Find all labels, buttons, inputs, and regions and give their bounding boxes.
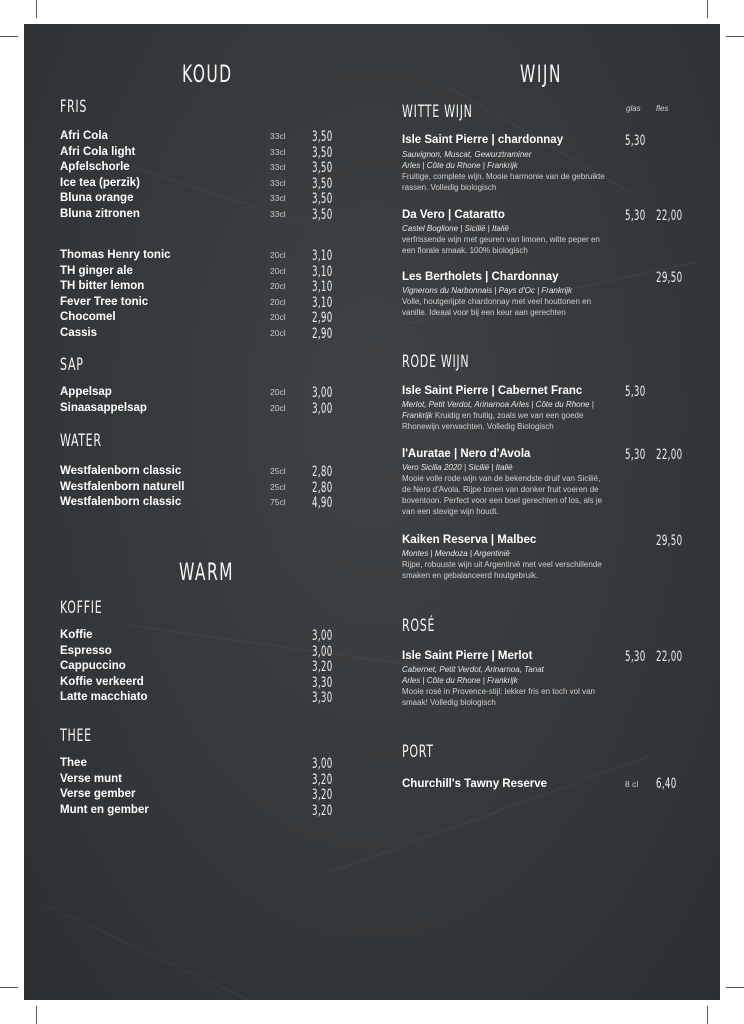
menu-item-name: Cassis [60,326,98,339]
menu-item-volume: 20cl [270,265,286,276]
wine-description: Rijpe, robuuste wijn uit Argentinië met veel verschillende [402,560,602,569]
menu-item-price: 3,10 [312,294,333,311]
menu-item-price: 3,00 [312,385,333,401]
menu-item-volume: 33cl [270,193,286,203]
wine-description: boventoon. Perfect voor een boel gerechten of los, als je [402,496,603,505]
menu-item-name: Thee [60,757,87,769]
menu-item-name: TH bitter lemon [60,280,145,292]
category-title-water: WATER [60,431,102,451]
menu-item-name: Appelsap [60,386,112,398]
menu-item-volume: 20cl [270,281,286,291]
menu-item-volume: 20cl [270,312,286,322]
price-fles: 22,00 [656,649,683,665]
menu-item-name: Westfalenborn naturell [60,480,185,493]
category-title-koffie: KOFFIE [60,598,103,618]
wine-origin: Castel Boglione | Sicilië | Italië [402,224,509,233]
menu-item-price: 3,10 [312,279,333,295]
price-port: 6,40 [656,776,677,792]
price-glas: 5,30 [625,649,646,665]
menu-item-price: 3,20 [312,771,333,788]
menu-item-volume: 75cl [270,497,286,507]
menu-item-price: 3,00 [312,628,333,644]
wine-description: Mooie rosé in Provence-stijl: lekker fris en toch vol van [402,687,595,696]
menu-item-name: Latte macchiato [60,691,148,703]
menu-item-price: 3,50 [312,191,333,207]
menu-item-price: 3,30 [312,674,333,691]
menu-item-price: 3,00 [312,756,333,772]
menu-item-name: Bluna orange [60,192,134,204]
menu-item-price: 3,50 [312,175,333,192]
menu-item-volume: 20cl [270,296,286,307]
price-glas: 5,30 [625,447,646,463]
menu-item-name: Verse munt [60,772,122,785]
price-fles: 22,00 [656,447,683,463]
menu-item-volume: 20cl [270,250,286,260]
menu-item-name: Cappuccino [60,660,126,672]
menu-item-name: Koffie verkeerd [60,675,144,688]
menu-item-price: 2,80 [312,479,333,496]
wine-description: verfrissende wijn met geuren van limoen, witte peper en [402,235,600,244]
crop-mark [0,987,18,988]
price-fles: 22,00 [656,208,683,224]
wine-description: de Nero d'Avola. Rijpe tonen van donker fruit voeren de [402,485,599,494]
wine-description: rassen. Volledig biologisch [402,183,497,192]
menu-item-price: 3,50 [312,129,333,145]
menu-item-name: Westfalenborn classic [60,496,182,508]
menu-item-price: 2,90 [312,310,333,326]
chalk-scratch [44,904,280,1000]
wine-origin: Arles | Côte du Rhone | Frankrijk [402,161,518,170]
wine-description: van een stevige wijn houdt. [402,507,499,516]
price-fles: 29,50 [656,270,683,286]
menu-item-price: 3,50 [312,206,333,223]
menu-item-price: 2,80 [312,464,333,480]
wine-name: Churchill's Tawny Reserve [402,778,548,790]
menu-item-volume: 20cl [270,387,286,397]
menu-item-volume: 20cl [270,327,286,338]
menu-item-name: Afri Cola [60,130,108,142]
category-title-sap: SAP [60,355,84,375]
category-title-rose: ROSÉ [402,616,436,636]
crop-mark [707,0,708,18]
crop-mark [36,1006,37,1024]
wine-origin: Montes | Mendoza | Argentinië [402,549,510,558]
price-fles: 29,50 [656,533,683,549]
crop-mark [707,1006,708,1024]
wine-description: een florale smaak. 100% biologisch [402,246,528,255]
wine-description-part: Kruidig en fruitig, zoals we van een goede [432,411,584,420]
menu-item-price: 3,00 [312,643,333,660]
price-glas: 5,30 [625,208,646,224]
menu-item-price: 3,20 [312,802,333,819]
chalk-scratch [324,754,653,875]
price-glas: 5,30 [625,384,646,400]
wine-grapes: Cabernet, Petit Verdot, Arinarnoa, Tanat [402,665,544,674]
menu-item-price: 3,50 [312,144,333,161]
wine-name: l'Auratae | Nero d'Avola [402,448,531,460]
wine-origin: Frankrijk [402,411,433,420]
wine-description: smaken en gebalanceerd houtgebruik. [402,571,539,580]
wine-description: Rhonewijn verwachten. Volledig Biologisch [402,422,554,431]
wine-name: Da Vero | Cataratto [402,209,505,221]
menu-item-volume: 33cl [270,208,286,219]
menu-item-volume: 33cl [270,177,286,188]
menu-item-name: Espresso [60,644,112,657]
menu-item-name: Munt en gember [60,803,149,816]
category-title-thee: THEE [60,726,92,746]
menu-item-name: Koffie [60,629,93,641]
wine-description: Fruitige, complete wijn. Mooie harmonie van de gebruikte [402,172,605,181]
category-title-witte-wijn: WITTE WIJN [402,102,473,122]
section-title-koud: KOUD [182,60,233,88]
wine-description: Mooie volle rode wijn van de bekendste druif van Sicilië, [402,474,601,483]
menu-item-volume: 33cl [270,146,286,157]
wine-name: Isle Saint Pierre | Merlot [402,650,533,662]
wine-name: Isle Saint Pierre | Cabernet Franc [402,385,583,397]
wine-origin: Vero Sicilia 2020 | Sicilië | Italië [402,463,513,472]
wine-description: Volle, houtgerijpte chardonnay met veel houttonen en [402,297,592,306]
menu-item-price: 3,30 [312,690,333,706]
category-title-fris: FRIS [60,97,88,117]
menu-item-name: Thomas Henry tonic [60,249,171,261]
menu-item-price: 3,10 [312,248,333,264]
wine-name: Kaiken Reserva | Malbec [402,534,537,546]
menu-item-price: 4,90 [312,495,333,511]
menu-item-price: 3,00 [312,400,333,417]
section-title-wijn: WIJN [520,60,562,88]
wine-origin: Vignerons du Narbonnais | Pays d'Oc | Frankrijk [402,286,573,295]
section-title-warm: WARM [179,558,235,586]
menu-item-name: TH ginger ale [60,264,133,277]
crop-mark [0,36,18,37]
column-header-glas: glas [626,104,641,113]
menu-item-volume: 20cl [270,402,286,413]
menu-item-price: 3,50 [312,160,333,176]
menu-item-volume: 25cl [270,481,286,492]
menu-item-name: Chocomel [60,311,116,323]
menu-item-price: 2,90 [312,325,333,342]
menu-item-price: 3,20 [312,659,333,675]
crop-mark [36,0,37,18]
price-glas: 5,30 [625,133,646,149]
menu-item-name: Fever Tree tonic [60,295,149,308]
crop-mark [726,36,744,37]
menu-item-price: 3,10 [312,263,333,280]
menu-item-name: Bluna zitronen [60,207,140,220]
port-volume: 8 cl [625,779,639,789]
menu-item-name: Verse gember [60,788,136,800]
wine-grapes: Merlot, Petit Verdot, Arinarnoa Arles | Côte du Rhone | [402,400,594,409]
wine-origin: Arles | Côte du Rhone | Frankrijk [402,676,518,685]
menu-item-name: Westfalenborn classic [60,465,182,477]
wine-description: vanille. Ideaal voor bij een keur aan gerechten [402,308,566,317]
wine-description: smaak! Volledig biologisch [402,698,496,707]
menu-item-volume: 33cl [270,162,286,172]
crop-mark [726,987,744,988]
menu-item-volume: 25cl [270,466,286,476]
menu-item-price: 3,20 [312,787,333,803]
category-title-port: PORT [402,742,434,762]
menu-item-name: Apfelschorle [60,161,130,173]
wine-name: Isle Saint Pierre | chardonnay [402,134,564,146]
chalkboard-menu [24,24,720,1000]
column-header-fles: fles [656,104,669,113]
menu-item-volume: 33cl [270,131,286,141]
category-title-rode-wijn: RODE WIJN [402,352,470,372]
wine-grapes: Sauvignon, Muscat, Gewurztraminer [402,150,532,159]
menu-item-name: Afri Cola light [60,145,136,158]
menu-item-name: Sinaasappelsap [60,401,147,414]
menu-item-name: Ice tea (perzik) [60,176,140,189]
wine-name: Les Bertholets | Chardonnay [402,271,559,283]
wine-description [402,410,583,422]
